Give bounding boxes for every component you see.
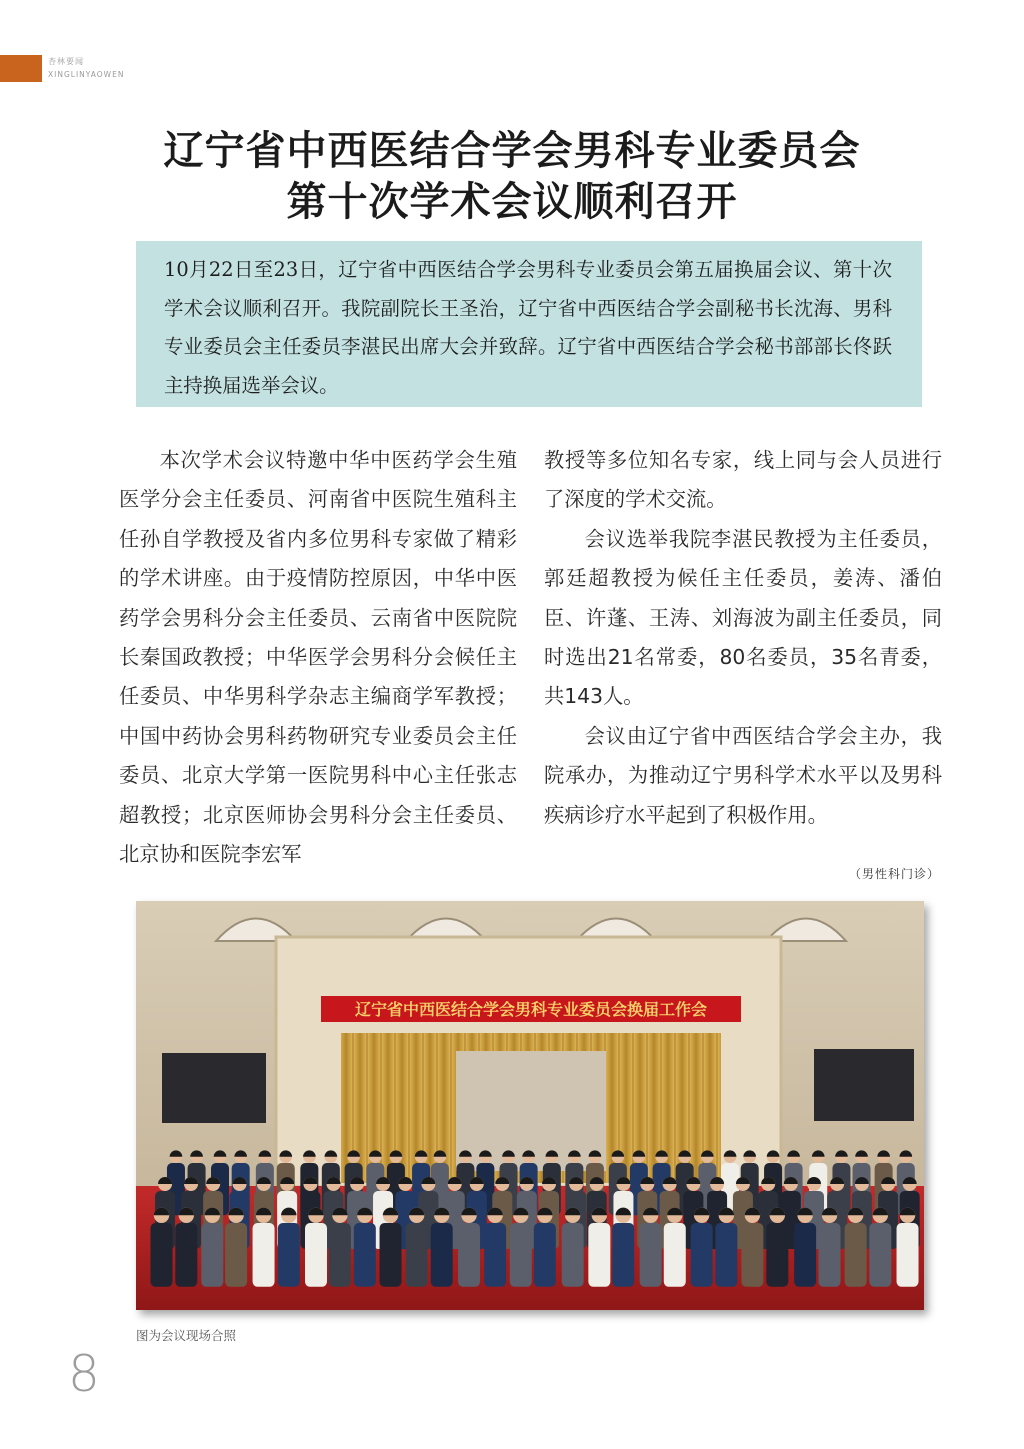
group-photo (136, 901, 924, 1310)
lead-summary-text: 10月22日至23日，辽宁省中西医结合学会男科专业委员会第五届换届会议、第十次学术会议顺利召开。我院副院长王圣治，辽宁省中西医结合学会副秘书长沈海、男科专业委员会主任委员李湛民出席大会并致辞。辽宁省中西医结合学会秘书部部长佟跃主持换届选举会议。 (164, 258, 892, 397)
body-paragraph: 本次学术会议特邀中华中医药学会生殖医学分会主任委员、河南省中医院生殖科主任孙自学教授及省内多位男科专家做了精彩的学术讲座。由于疫情防控原因，中华中医药学会男科分会主任委员、云南省中医院院长秦国政教授；中华医学会男科分会候任主任委员、中华男科学杂志主编商学军教授；中国中药协会男科药物研究专业委员会主任委员、北京大学第一医院男科中心主任张志超教授；北京医师协会男科分会主任委员、北京协和医院李宏军 (119, 448, 517, 867)
right-screen (814, 1049, 914, 1121)
article-title-line1: 辽宁省中西医结合学会男科专业委员会 (163, 127, 861, 174)
body-paragraph: 会议由辽宁省中西医结合学会主办，我院承办，为推动辽宁男科学术水平以及男科疾病诊疗水平起到了积极作用。 (544, 723, 942, 827)
article-author: （男性科门诊） (848, 867, 940, 881)
stage-banner-text: 辽宁省中西医结合学会男科专业委员会换届工作会 (354, 1000, 708, 1019)
left-screen (162, 1053, 266, 1123)
section-title: 杏林要闻 (48, 57, 84, 66)
section-title-english: XINGLINYAOWEN (48, 70, 125, 79)
article-title-line2: 第十次学术会议顺利召开 (286, 178, 738, 225)
body-paragraph-continued: 教授等多位知名专家，线上同与会人员进行了深度的学术交流。 (544, 448, 942, 512)
lead-summary-box (136, 241, 922, 407)
body-paragraph: 会议选举我院李湛民教授为主任委员，郭廷超教授为候任主任委员，姜涛、潘伯臣、许蓬、王涛、刘海波为副主任委员，同时选出21名常委，80名委员，35名青委，共143人。 (544, 526, 942, 709)
body-column-right (544, 441, 942, 835)
page-number: 8 (68, 1345, 100, 1403)
photo-caption: 图为会议现场合照 (136, 1328, 237, 1343)
body-column-left (119, 441, 517, 874)
section-color-tab (0, 55, 42, 82)
